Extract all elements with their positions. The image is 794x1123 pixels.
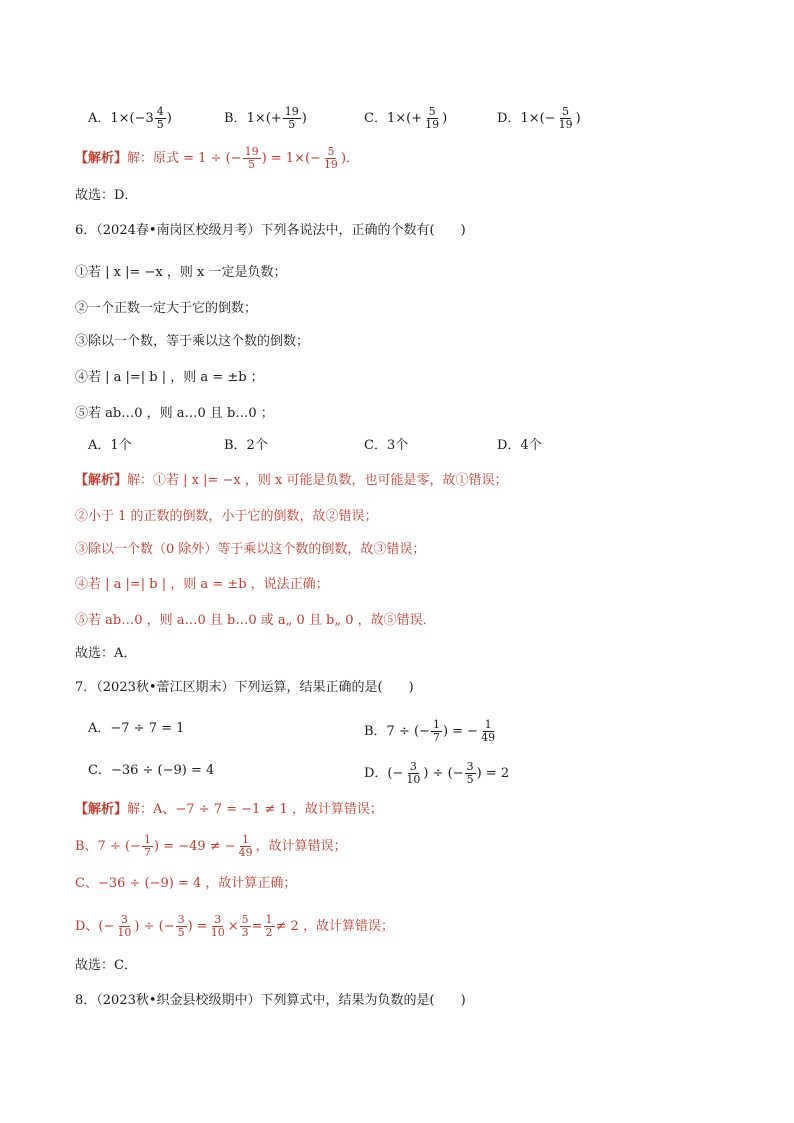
q6-statement-5: ⑤若 ab…0 ，则 a…0 且 b…0 ； (75, 406, 274, 421)
q6-option-d: D．4个 (497, 438, 542, 453)
q6-analysis-5: ⑤若 ab…0 ，则 a…0 且 b…0 或 a„ 0 且 b„ 0 ，故⑤错误． (75, 613, 436, 628)
q7-analysis-a: 【解析】解：A、−7 ÷ 7 = −1 ≠ 1 ，故计算错误； (75, 802, 383, 817)
q6-option-a: A．1个 (88, 438, 132, 453)
q6-statement-1: ①若 | x |= −x ，则 x 一定是负数； (75, 265, 287, 280)
q7-analysis-d: D、(− $\frac{3}{10}$ ) ÷ (− $\frac{3}{5}$ ) = $\frac{3}{10}$ × $\frac{5}{3}$ = $\frac{1}{2}$ ≠ 2 ，故计算错误； (75, 913, 394, 939)
q7-option-d: D．(− $\frac{3}{10}$ ) ÷ (− $\frac{3}{5}$ ) = 2 (364, 760, 510, 786)
q5-option-b: B．1×(+ $\frac{19}{5}$ ) (224, 105, 307, 131)
q6-statement-3: ③除以一个数，等于乘以这个数的倒数； (75, 334, 310, 349)
q6-stem: 6．（2024春•南岗区校级月考）下列各说法中，正确的个数有( ) (75, 223, 466, 238)
q7-analysis-b: B、7 ÷ (− $\frac{1}{7}$ ) = −49 ≠ − $\frac{1}{49}$ ，故计算错误； (75, 833, 347, 859)
q6-answer: 故选：A． (75, 646, 137, 661)
q5-analysis: 【解析】解：原式 = 1 ÷ (− $\frac{19}{5}$ ) = 1×(− $\frac{5}{19}$ )． (75, 145, 360, 171)
q7-stem: 7．（2023秋•蕾江区期末）下列运算，结果正确的是( ) (75, 680, 414, 695)
q5-option-d: D．1×(− $\frac{5}{19}$ ) (497, 105, 581, 131)
q6-statement-4: ④若 | a |=| b | ，则 a = ±b ； (75, 370, 264, 385)
q6-option-c: C．3个 (364, 438, 409, 453)
q7-option-b: B．7 ÷ (− $\frac{1}{7}$ ) = − $\frac{1}{49}$ (364, 718, 496, 744)
q6-analysis-3: ③除以一个数（0 除外）等于乘以这个数的倒数，故③错误； (75, 542, 426, 557)
q6-statement-2: ②一个正数一定大于它的倒数； (75, 301, 258, 316)
q6-option-b: B．2个 (224, 438, 268, 453)
q7-option-a: A．−7 ÷ 7 = 1 (88, 721, 185, 736)
q6-analysis-2: ②小于 1 的正数的倒数，小于它的倒数，故②错误； (75, 509, 378, 524)
q6-analysis-4: ④若 | a |=| b | ，则 a = ±b ，说法正确； (75, 577, 329, 592)
q7-analysis-c: C、−36 ÷ (−9) = 4 ，故计算正确； (75, 876, 297, 891)
q5-option-a: A．1×(−3 $\frac{4}{5}$ ) (88, 105, 172, 131)
q6-analysis-1: 【解析】解：①若 | x |= −x ，则 x 可能是负数，也可能是零，故①错误； (75, 473, 508, 488)
q7-answer: 故选：C． (75, 958, 137, 973)
q8-stem: 8．（2023秋•织金县校级期中）下列算式中，结果为负数的是( ) (75, 993, 466, 1008)
q5-answer: 故选：D． (75, 188, 138, 203)
q5-option-c: C．1×(+ $\frac{5}{19}$ ) (364, 105, 448, 131)
q7-option-c: C．−36 ÷ (−9) = 4 (88, 763, 215, 778)
